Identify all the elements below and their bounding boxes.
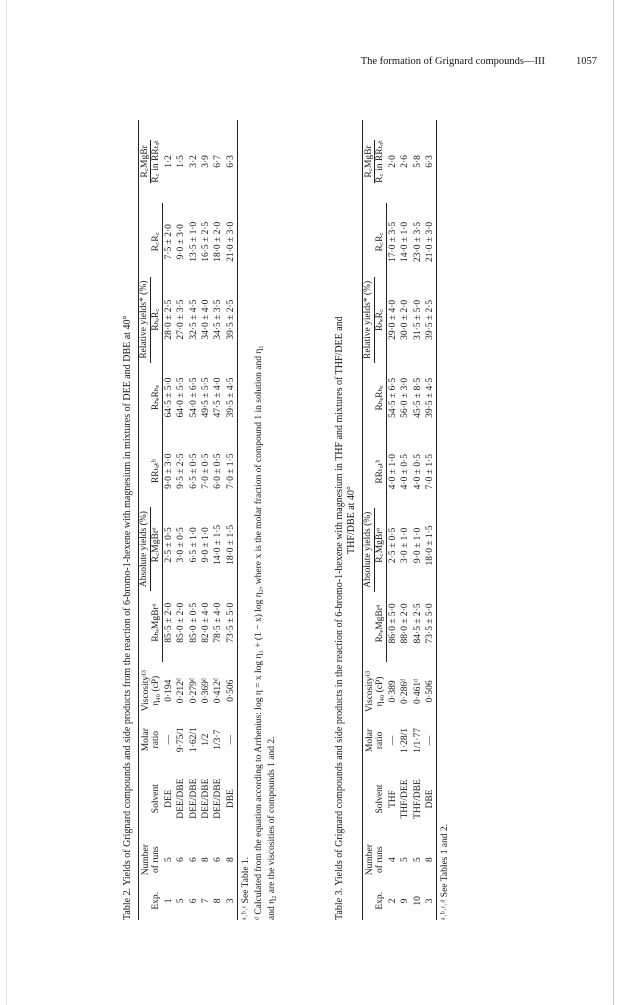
col-c5: RₕₑR꜀ [375,281,386,359]
table-cell: 0·389 [387,680,398,703]
col-solvent: Solvent [363,760,387,837]
table-cell: 78·5 ± 4·0 [213,602,224,643]
table-cell: 4·0 ± 1·0 [387,454,398,490]
table-cell: 82·0 ± 4·0 [200,602,211,643]
table-cell: 3·0 ± 1·0 [400,527,411,564]
table-cell: DEE/DBE [188,778,199,819]
table-cell: 5 [412,857,423,862]
group-relative [139,203,151,437]
table-row [188,120,200,920]
col-c2: R꜀MgBrᵃ [151,506,162,584]
table-cell: 5 [163,857,174,863]
table-cell: DBE [424,760,437,837]
table-cell: 5 [176,898,187,904]
table-cell: 8 [200,857,211,863]
table-cell: 21·0 ± 3·0 [225,203,238,281]
table-cell: 1/2 [200,733,211,746]
table-2 [122,120,279,920]
col-ratio [363,120,387,203]
ratio-numerator: R꜀MgBr [364,140,376,183]
ratio-numerator: R꜀MgBr [140,140,152,183]
table-cell: 0·279ᵈ [188,678,199,704]
table-cell: 3 [225,882,238,920]
table-cell: 0·212ᵈ [176,678,187,704]
table-cell: THF [387,790,398,808]
table-row [412,120,424,920]
table-cell: 4 [387,857,398,862]
table-3 [334,120,452,920]
table-3-footnote: ᵃ˒ᵇ˒ᶜ˒ᵈ See Tables 1 and 2. [440,823,451,920]
page-number: 1057 [576,56,597,67]
group-absolute [363,437,375,663]
table-cell: 2·5 ± 0·5 [387,527,398,564]
table-cell: 6·7 [213,155,224,168]
table-cell: 1/3·7 [213,729,224,750]
table-cell: 6·3 [225,120,238,203]
table-cell: 5·8 [412,155,423,168]
col-c4: RₕₑRₕₑ [151,359,162,437]
group-relative-label: Relative yields* (%) [139,277,151,363]
table-2-grid [138,120,238,920]
table-row [212,120,224,920]
table-cell: 6 [213,857,224,863]
table-row [175,120,187,920]
table-cell: THF/DEE [400,779,411,819]
running-header [0,0,625,80]
table-2-footnote: ᵈ Calculated from the equation according to Arrhenius: log η = x log η₁ + (1 − x) log η₂, where x is the molar fraction of compound 1 in solution and η₁ [253,345,264,920]
table-row [424,120,437,920]
table-cell: 2·5 ± 0·5 [163,527,174,563]
table-cell: 6·5 ± 1·0 [188,527,199,563]
table-cell: 9·75/1 [176,727,187,753]
group-absolute [139,436,151,661]
table-cell: 23·0 ± 3·5 [412,221,423,262]
table-cell: 88·0 ± 2·0 [400,603,411,644]
table-row [162,120,175,920]
table-cell: 2 [387,898,398,904]
col-viscosity: Viscosity¹³ η₄₀ (cP) [363,662,387,720]
table-3-body [386,120,436,920]
col-runs: Number of runs [363,838,387,882]
table-cell: 34·0 ± 4·0 [200,299,211,340]
table-cell: 54·5 ± 6·5 [387,377,398,418]
col-molar: Molar ratio [139,720,163,760]
table-cell: 0·369ᵈ [200,678,211,704]
table-cell: DEE [163,789,174,808]
table-cell: 9·0 ± 3·0 [163,453,174,489]
table-cell: 73·5 ± 5·0 [424,584,437,662]
col-c5: RₕₑR꜀ [151,281,162,359]
running-title: The formation of Grignard compounds—III [360,56,545,67]
ratio-denominator: R꜀ in RRₜₒₜ [375,140,386,183]
ratio-denominator: R꜀ in RRₜₒₜ [151,140,162,183]
table-cell: 54·0 ± 6·5 [188,377,199,418]
table-cell: 4·0 ± 0·5 [400,454,411,490]
table-cell: 18·0 ± 2·0 [213,221,224,262]
col-c6: R꜀R꜀ [375,203,386,281]
table-cell: 49·5 ± 5·5 [200,377,211,418]
table-cell: 39·5 ± 4·5 [225,359,238,437]
table-cell: DEE/DBE [200,778,211,819]
table-cell: 3·0 ± 0·5 [176,527,187,563]
table-cell: 18·0 ± 1·5 [225,506,238,584]
table-cell: 1·2 [163,155,174,168]
table-cell: 6·3 [424,120,437,203]
table-cell: 1·28/1 [400,728,411,753]
table-cell: 8 [213,898,224,904]
col-c1: RₕₑMgBrᵃ [375,584,386,662]
table-2-footnote: and η₂ are the viscosities of compounds 1 and 2. [266,736,277,920]
table-2-body [162,120,237,920]
table-cell: 34·5 ± 3·5 [213,299,224,340]
table-cell: 2·0 [387,155,398,168]
table-cell: 64·5 ± 5·0 [163,377,174,418]
col-c6: R꜀R꜀ [151,203,162,281]
table-cell: DEE/DBE [176,778,187,819]
col-c4: RₕₑRₕₑ [375,359,386,437]
scan-edge-mark [6,0,7,1005]
table-cell: 1·5 [176,155,187,168]
table-cell: 39·5 ± 2·5 [424,281,437,359]
table-cell: 0·506 [225,662,238,720]
table-3-grid [362,120,437,920]
group-absolute-label: Absolute yields (%) [139,507,151,591]
table-cell: 2·6 [400,155,411,168]
table-cell: 18·0 ± 1·5 [424,506,437,584]
table-3-caption-cont: THF/DBE at 40° [346,486,357,554]
table-2-footnote: ᵃ˒ᵇ˒ᶜ See Table 1. [240,856,251,920]
table-cell: 27·0 ± 3·5 [176,299,187,340]
table-cell: 1·62/1 [188,727,199,753]
table-cell: 32·5 ± 4·5 [188,299,199,340]
table-cell: 0·286ᵈ [400,678,411,704]
table-cell: 39·5 ± 2·5 [225,281,238,359]
table-cell: 14·0 ± 1·0 [400,221,411,262]
table-cell: 1 [163,898,174,904]
table-cell: 28·0 ± 2·5 [163,299,174,340]
col-c1: RₕₑMgBrᵃ [151,584,162,662]
table-cell: 84·5 ± 2·5 [412,603,423,644]
table-cell: 31·5 ± 5·0 [412,299,423,340]
table-cell: 86·0 ± 5·0 [387,603,398,644]
table-cell: 29·0 ± 4·0 [387,299,398,340]
table-cell: 64·0 ± 5·5 [176,377,187,418]
table-cell: 45·5 ± 8·5 [412,377,423,418]
table-cell: 39·5 ± 4·5 [424,359,437,437]
table-cell: 5 [400,857,411,862]
table-cell: 6·5 ± 0·5 [188,453,199,489]
table-cell: 0·194 [163,679,174,702]
table-cell: 3·2 [188,155,199,168]
table-cell: 56·0 ± 3·0 [400,377,411,418]
table-cell: 8 [424,838,437,882]
table-cell: 7·0 ± 1·5 [225,436,238,505]
table-cell: — [163,734,174,745]
scan-edge-mark [613,0,614,1005]
table-cell: 8 [225,838,238,882]
table-cell: 14·0 ± 1·5 [213,524,224,565]
table-cell: 3·9 [200,155,211,168]
table-cell: — [225,720,238,760]
col-ratio [139,120,163,203]
table-cell: 6 [188,898,199,904]
table-cell: 0·412ᵈ [213,678,224,704]
table-cell: 7·0 ± 1·5 [424,437,437,507]
col-c2: R꜀MgBrᵃ [375,506,386,584]
col-runs: Number of runs [139,838,163,882]
table-2-caption: Table 2. Yields of Grignard compounds and side products from the reaction of 6-bromo-1-hexene with magnesium in mixtures of DEE and DBE at 40° [122,315,133,920]
table-cell: 6 [176,857,187,863]
table-cell: 9·0 ± 1·0 [200,527,211,563]
table-cell: 47·5 ± 4·0 [213,377,224,418]
table-row [200,120,212,920]
group-relative [363,203,375,437]
table-cell: 73·5 ± 5·0 [225,584,238,662]
table-cell: 6·0 ± 0·5 [213,453,224,489]
rotated-tables [112,120,522,920]
table-cell: 6 [188,857,199,863]
table-cell: 85·5 ± 2·0 [163,602,174,643]
table-cell: 7·5 ± 2·0 [163,224,174,260]
table-3-caption: Table 3. Yields of Grignard compounds and side products in the reaction of 6-bromo-1-hexene with magnesium in THF and mixtures of THF/DEE and [334,316,345,920]
table-cell: 85·0 ± 2·0 [176,602,187,643]
group-absolute-label: Absolute yields (%) [363,508,375,592]
table-cell: 17·0 ± 3·5 [387,221,398,262]
table-row [399,120,411,920]
table-cell: — [387,735,398,746]
table-cell: 0·506 [424,662,437,720]
table-cell: 4·0 ± 0·5 [412,454,423,490]
table-cell: 3 [424,882,437,920]
table-cell: THF/DBE [412,779,423,819]
table-cell: 13·5 ± 1·0 [188,221,199,262]
table-cell: 0·461ᵈ [412,678,423,704]
table-cell: 10 [412,896,423,906]
col-exp: Exp. [139,882,163,920]
table-cell: 21·0 ± 3·0 [424,203,437,281]
table-cell: 85·0 ± 0·5 [188,602,199,643]
col-c3: RRₜₒₜᵇ [151,436,162,505]
table-cell: 7·0 ± 0·5 [200,453,211,489]
table-cell: 9·0 ± 3·0 [176,224,187,260]
table-cell: 9 [400,898,411,904]
col-solvent: Solvent [139,760,163,838]
table-cell: DBE [225,760,238,838]
table-row [386,120,399,920]
table-cell: 9·0 ± 1·0 [412,527,423,564]
table-cell: 16·5 ± 2·5 [200,221,211,262]
col-molar: Molar ratio [363,720,387,760]
table-cell: 1/1·77 [412,728,423,753]
col-c3: RRₜₒₜᵇ [375,437,386,507]
table-row [225,120,238,920]
table-cell: 9·5 ± 2·5 [176,453,187,489]
table-cell: 7 [200,898,211,904]
col-viscosity: Viscosity¹³ η₄₀ (cP) [139,662,163,720]
table-cell: — [424,720,437,760]
table-cell: 30·0 ± 2·0 [400,299,411,340]
table-cell: DEE/DBE [213,778,224,819]
group-relative-label: Relative yields* (%) [363,277,375,363]
col-exp: Exp. [363,882,387,920]
